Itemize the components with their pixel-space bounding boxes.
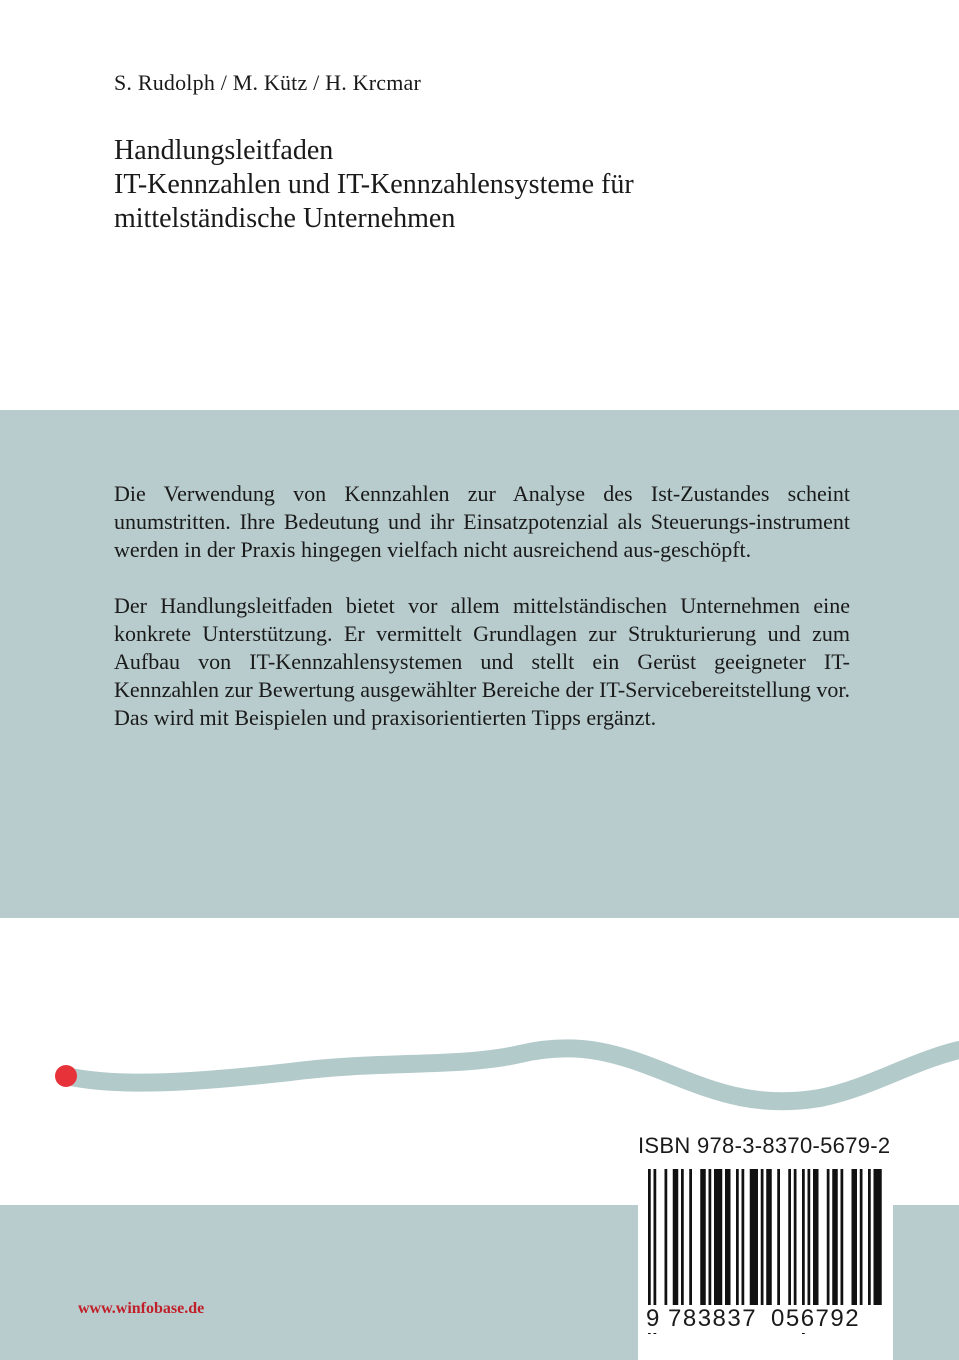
barcode-bar <box>794 1169 797 1305</box>
barcode-bar <box>761 1169 764 1305</box>
barcode-bar <box>860 1169 863 1305</box>
barcode-digits-right: 056792 <box>771 1305 861 1332</box>
barcode-bar <box>665 1169 668 1305</box>
title-line-3: mittelständische Unternehmen <box>114 203 456 234</box>
barcode-bar <box>673 1169 679 1305</box>
bottom-band-left <box>0 1205 638 1360</box>
title-line-2: IT-Kennzahlen und IT-Kennzahlensysteme für <box>114 169 634 200</box>
barcode-bar <box>808 1169 811 1305</box>
barcode-bar <box>714 1169 722 1305</box>
barcode-digits-left: 783837 <box>668 1305 758 1332</box>
barcode-bar <box>868 1169 871 1305</box>
authors: S. Rudolph / M. Kütz / H. Krcmar <box>114 70 422 95</box>
barcode-bar <box>736 1169 739 1305</box>
barcode-bar <box>777 1169 780 1305</box>
decorative-wave <box>0 1010 959 1130</box>
wave-line <box>66 1048 959 1101</box>
barcode-bar <box>788 1169 791 1305</box>
book-title <box>114 134 634 236</box>
title-line-1: Handlungsleitfaden <box>114 135 334 166</box>
barcode-bar <box>742 1169 745 1305</box>
barcode-bar <box>709 1169 712 1305</box>
website-url: www.winfobase.de <box>78 1300 205 1317</box>
barcode-bar <box>841 1169 844 1305</box>
blurb-paragraph-2: Der Handlungsleitfaden bietet vor allem mittelständischen Unternehmen eine konkrete Unterstützung. Er vermittelt Grundlagen zur Strukturierung und zum Aufbau von IT-Kennzahlensystemen und stellt ein Gerüst geeigneter IT-Kennzahlen zur Bewertung ausgewählter Bereiche der IT-Servicebereitstellung vor. Das wird mit Beispielen und praxisorientierten Tipps ergänzt. <box>114 593 850 730</box>
barcode-bar <box>874 1169 882 1305</box>
barcode-bar <box>852 1169 858 1305</box>
red-dot-icon <box>55 1065 77 1087</box>
barcode-bar <box>689 1169 692 1305</box>
barcode-digit-first: 9 <box>646 1305 660 1332</box>
blurb-paragraph-1: Die Verwendung von Kennzahlen zur Analyse des Ist-Zustandes scheint unumstritten. Ihre Bedeutung und ihr Einsatzpotenzial als Steuerungs-instrument werden in der Praxis hingegen vielfach nicht ausreichend aus-geschöpft. <box>114 481 850 562</box>
barcode-bar <box>766 1169 772 1305</box>
isbn-label: ISBN 978-3-8370-5679-2 <box>638 1133 891 1158</box>
barcode-bar <box>832 1169 838 1305</box>
barcode-bar <box>813 1169 819 1305</box>
barcode-bar <box>681 1169 684 1305</box>
blurb <box>114 480 850 760</box>
barcode-bar <box>750 1169 758 1305</box>
barcode-bar <box>827 1169 830 1305</box>
bottom-band-right <box>893 1205 959 1360</box>
barcode-bar <box>700 1169 706 1305</box>
barcode-bar <box>725 1169 731 1305</box>
